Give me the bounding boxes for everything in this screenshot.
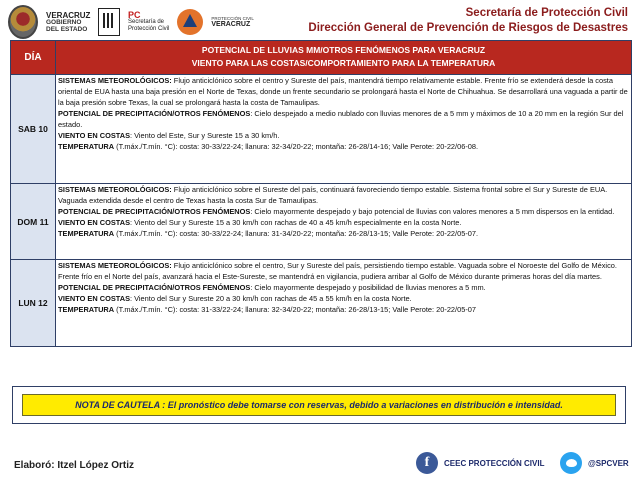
day-forecast: SISTEMAS METEOROLÓGICOS: Flujo anticiclónico sobre el centro y Sureste del país, mantendrá tiempo relativamente estable. Frente frío se extenderá desde la costa oriental de EUA hasta una baja presión en el Norte de Texas, donde un frente secundario se prolongará hasta el Norte de Chihuahua. Se desarrollará una vaguada a partir de la baja presión sobre Texas, la cual se prolongará hasta la costa de Tamaulipas. POTENCIAL DE PRECIPITACIÓN/OTROS FENÓMENOS: Cielo despejado a medio nublado con lluvias menores de a 5 mm y máximos de 10 a 20 mm en la región Sur del estado. VIENTO EN COSTAS: Viento del Este, Sur y Sureste 15 a 30 km/h. TEMPERATURA (T.máx./T.mín. °C): costa: 30-33/22-24; llanura: 32-34/20-22; montaña: 26-28/14-16; Valle Perote: 20-22/06-08.	[58, 76, 628, 151]
facebook-link[interactable]	[416, 452, 544, 474]
facebook-handle: CEEC PROTECCIÓN CIVIL	[444, 458, 545, 468]
day-label: DOM 11	[11, 184, 56, 259]
prot-logo-text: PROTECCIÓN CIVIL VERACRUZ	[211, 16, 254, 28]
day-forecast: SISTEMAS METEOROLÓGICOS: Flujo anticiclónico sobre el centro, Sur y Sureste del país, persistiendo tiempo estable. Vaguada sobre el Noroeste del Golfo de México. Frente frío en el Norte del país, avanzará hacia el Este-Sureste, se mantendrá en vigilancia, pudiera arribar al Golfo de México durante primeras horas del día martes. POTENCIAL DE PRECIPITACIÓN/OTROS FENÓMENOS: Cielo mayormente despejado y posibilidad de lluvias menores a 5 mm. VIENTO EN COSTAS: Viento del Sur y Sureste 20 a 30 km/h con rachas de 45 a 55 km/h en la costa Norte. TEMPERATURA (T.máx./T.mín. °C): costa: 31-33/22-24; llanura: 32-34/20-22; montaña: 26-28/13-15; Valle Perote: 20-22/05-07	[58, 261, 617, 314]
author-credit: Elaboró: Itzel López Ortiz	[14, 460, 135, 471]
directorate-title: Dirección General de Prevención de Riesgos de Desastres	[308, 22, 628, 34]
twitter-handle: @SPCVER	[588, 458, 629, 468]
table-row	[11, 183, 631, 259]
table-row	[11, 259, 631, 346]
veracruz-seal-icon	[8, 5, 38, 39]
gov-logo-text: VERACRUZ GOBIERNO DEL ESTADO	[46, 10, 91, 33]
day-label: SAB 10	[11, 75, 56, 183]
agency-title: Secretaría de Protección Civil	[465, 7, 628, 19]
table-title: POTENCIAL DE LLUVIAS MM/OTROS FENÓMENOS PARA VERACRUZ VIENTO PARA LAS COSTAS/COMPORTAMIENTO PARA LA TEMPERATURA	[191, 45, 496, 68]
day-forecast: SISTEMAS METEOROLÓGICOS: Flujo anticiclónico sobre el Sureste del país, continuará favoreciendo tiempo estable. Sistema frontal sobre el Sur y Sureste de EUA. Vaguada extendida desde el centro de Texas hasta la costa Sur de Tamaulipas. POTENCIAL DE PRECIPITACIÓN/OTROS FENÓMENOS: Cielo mayormente despejado y bajo potencial de lluvias con valores menores a 5 mm dispersos en la entidad. VIENTO EN COSTAS: Viento del Sur y Sureste 15 a 30 km/h con rachas de 40 a 45 km/h especialmente en la costa Norte. TEMPERATURA (T.máx./T.mín. °C): costa: 30-33/22-24; llanura: 31-34/20-22; montaña: 26-28/13-15; Valle Perote: 20-22/05-07.	[58, 185, 615, 238]
day-label: LUN 12	[11, 260, 56, 346]
twitter-link[interactable]	[560, 452, 629, 474]
pc-building-icon	[98, 8, 120, 36]
table-row	[11, 74, 631, 183]
forecast-table	[10, 40, 632, 347]
header-titles	[308, 6, 628, 36]
facebook-icon: f	[416, 452, 438, 474]
header-logos	[8, 4, 261, 40]
twitter-icon	[560, 452, 582, 474]
civil-protection-triangle-icon	[177, 9, 203, 35]
pc-logo-text: PC Secretaría de Protección Civil	[128, 9, 170, 32]
table-header	[11, 41, 631, 74]
caution-note: NOTA DE CAUTELA : El pronóstico debe tomarse con reservas, debido a variaciones en distribución e intensidad.	[22, 394, 616, 416]
column-header-day: DÍA	[11, 41, 56, 74]
